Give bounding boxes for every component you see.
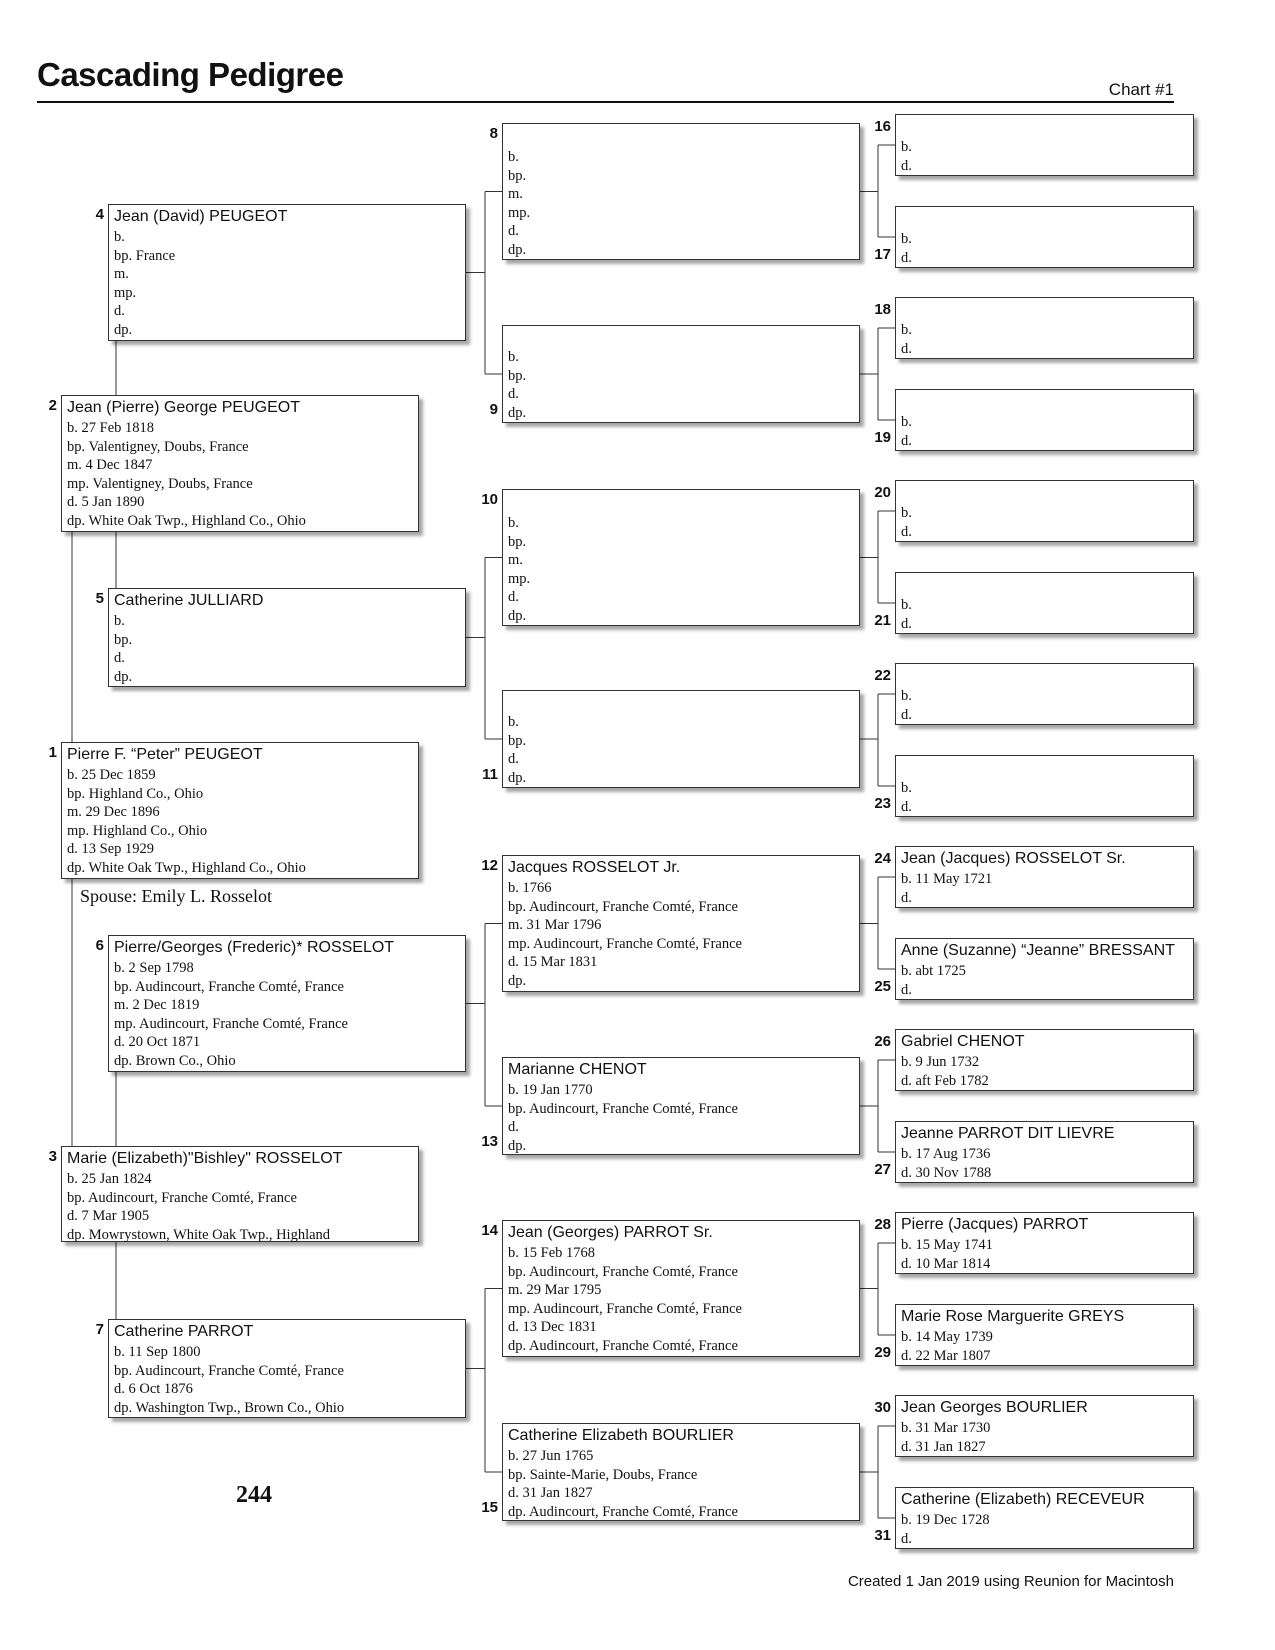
person-fact: d. xyxy=(508,751,519,767)
person-fact: d. xyxy=(508,1119,519,1135)
person-fact: dp. xyxy=(508,972,527,989)
person-fact: d. xyxy=(901,1530,912,1547)
person-number: 10 xyxy=(481,491,498,508)
person-fact: mp. Audincourt, Franche Comté, France xyxy=(114,1015,348,1032)
person-number: 17 xyxy=(874,246,891,263)
person-fact: bp. Highland Co., Ohio xyxy=(67,785,204,802)
person-box-17[interactable] xyxy=(895,206,1194,268)
person-number: 18 xyxy=(874,301,891,318)
person-fact: d. xyxy=(508,589,519,605)
person-box-29[interactable] xyxy=(895,1304,1194,1366)
person-box-28[interactable] xyxy=(895,1212,1194,1274)
person-box-16[interactable] xyxy=(895,114,1194,176)
person-number: 3 xyxy=(48,1148,57,1165)
person-fact: dp. Washington Twp., Brown Co., Ohio xyxy=(114,1399,345,1416)
person-fact: b. 31 Mar 1730 xyxy=(901,1420,991,1436)
person-name: Anne (Suzanne) “Jeanne” BRESSANT xyxy=(901,942,1175,959)
person-number: 25 xyxy=(874,978,891,995)
person-box-9[interactable] xyxy=(502,325,860,423)
person-fact: d. xyxy=(901,523,912,540)
person-fact: bp. xyxy=(114,631,133,648)
person-fact: d. xyxy=(901,157,912,174)
person-fact: d. 15 Mar 1831 xyxy=(508,954,598,970)
person-name: Pierre F. “Peter” PEUGEOT xyxy=(67,746,263,763)
person-number: 28 xyxy=(874,1216,891,1233)
person-name: Catherine PARROT xyxy=(114,1323,254,1340)
page-title: Cascading Pedigree xyxy=(37,56,344,93)
person-fact: d. xyxy=(508,223,519,239)
person-fact: dp. xyxy=(508,404,527,421)
person-fact: m. 31 Mar 1796 xyxy=(508,917,602,933)
person-fact: b. xyxy=(508,515,519,531)
person-fact: b. xyxy=(901,414,912,430)
person-fact: d. 6 Oct 1876 xyxy=(114,1381,193,1397)
person-fact: m. 29 Dec 1896 xyxy=(67,804,160,820)
person-number: 1 xyxy=(48,744,57,761)
person-box-19[interactable] xyxy=(895,389,1194,451)
person-fact: bp. Audincourt, Franche Comté, France xyxy=(114,1362,344,1379)
person-number: 4 xyxy=(95,206,104,223)
person-fact: b. abt 1725 xyxy=(901,963,966,979)
person-fact: bp. Audincourt, Franche Comté, France xyxy=(508,898,738,915)
person-fact: b. 14 May 1739 xyxy=(901,1329,993,1345)
person-number: 16 xyxy=(874,118,891,135)
person-number: 9 xyxy=(489,401,498,418)
person-fact: bp. France xyxy=(114,247,176,264)
person-number: 22 xyxy=(874,667,891,684)
page-number: 244 xyxy=(236,1482,272,1508)
person-fact: mp. xyxy=(114,284,137,301)
person-fact: b. 11 Sep 1800 xyxy=(114,1344,201,1360)
person-name: Jacques ROSSELOT Jr. xyxy=(508,859,681,876)
person-fact: d. xyxy=(901,432,912,449)
person-box-7[interactable] xyxy=(108,1319,466,1418)
person-fact: d. xyxy=(901,340,912,357)
person-box-20[interactable] xyxy=(895,480,1194,542)
person-fact: dp. Mowrystown, White Oak Twp., Highland xyxy=(67,1226,331,1243)
person-fact: dp. xyxy=(114,321,133,338)
person-box-11[interactable] xyxy=(502,690,860,788)
person-fact: mp. Audincourt, Franche Comté, France xyxy=(508,1300,742,1317)
person-fact: d. 5 Jan 1890 xyxy=(67,494,145,510)
person-fact: bp. Valentigney, Doubs, France xyxy=(67,438,249,455)
person-box-13[interactable] xyxy=(502,1057,860,1155)
person-fact: mp. xyxy=(508,204,531,221)
person-fact: d. 7 Mar 1905 xyxy=(67,1208,150,1224)
chart-number: Chart #1 xyxy=(1108,80,1174,99)
person-fact: b. xyxy=(508,714,519,730)
person-fact: b. xyxy=(901,322,912,338)
person-fact: b. 11 May 1721 xyxy=(901,871,993,887)
person-fact: b. xyxy=(508,349,519,365)
person-fact: b. 19 Jan 1770 xyxy=(508,1082,593,1098)
person-fact: mp. Highland Co., Ohio xyxy=(67,822,208,839)
person-number: 7 xyxy=(95,1321,104,1338)
person-fact: dp. xyxy=(508,607,527,624)
person-box-21[interactable] xyxy=(895,572,1194,634)
person-number: 13 xyxy=(481,1133,498,1150)
person-fact: dp. White Oak Twp., Highland Co., Ohio xyxy=(67,512,306,529)
person-fact: b. xyxy=(901,505,912,521)
spouse-note: Spouse: Emily L. Rosselot xyxy=(80,886,273,906)
person-fact: d. 20 Oct 1871 xyxy=(114,1034,201,1050)
person-fact: d. xyxy=(901,249,912,266)
person-number: 19 xyxy=(874,429,891,446)
person-fact: mp. Audincourt, Franche Comté, France xyxy=(508,935,742,952)
person-box-30[interactable] xyxy=(895,1395,1194,1457)
person-fact: m. 4 Dec 1847 xyxy=(67,457,153,473)
person-fact: d. 31 Jan 1827 xyxy=(508,1485,593,1501)
person-box-6[interactable] xyxy=(108,935,466,1072)
person-fact: d. 30 Nov 1788 xyxy=(901,1164,992,1181)
person-number: 27 xyxy=(874,1161,891,1178)
person-number: 8 xyxy=(489,125,498,142)
person-number: 24 xyxy=(874,850,891,867)
person-fact: dp. Brown Co., Ohio xyxy=(114,1052,236,1069)
person-box-14[interactable] xyxy=(502,1220,860,1357)
person-fact: b. xyxy=(901,688,912,704)
person-number: 14 xyxy=(481,1222,498,1239)
person-fact: b. xyxy=(901,139,912,155)
person-fact: b. 25 Dec 1859 xyxy=(67,767,156,783)
person-box-31[interactable] xyxy=(895,1487,1194,1549)
person-fact: dp. Audincourt, Franche Comté, France xyxy=(508,1337,738,1354)
person-name: Jeanne PARROT DIT LIEVRE xyxy=(901,1125,1115,1142)
person-fact: b. 17 Aug 1736 xyxy=(901,1146,991,1162)
person-number: 23 xyxy=(874,795,891,812)
person-fact: bp. Audincourt, Franche Comté, France xyxy=(114,978,344,995)
person-fact: b. 9 Jun 1732 xyxy=(901,1054,980,1070)
person-fact: b. xyxy=(901,597,912,613)
person-fact: dp. Audincourt, Franche Comté, France xyxy=(508,1503,738,1520)
person-fact: d. xyxy=(901,889,912,906)
person-name: Pierre/Georges (Frederic)* ROSSELOT xyxy=(114,939,395,956)
person-fact: bp. xyxy=(508,367,527,384)
person-fact: bp. Audincourt, Franche Comté, France xyxy=(508,1263,738,1280)
person-name: Jean Georges BOURLIER xyxy=(901,1399,1088,1416)
person-box-23[interactable] xyxy=(895,755,1194,817)
person-name: Marianne CHENOT xyxy=(508,1061,647,1078)
person-fact: mp. Valentigney, Doubs, France xyxy=(67,475,253,492)
person-name: Pierre (Jacques) PARROT xyxy=(901,1216,1089,1233)
person-box-22[interactable] xyxy=(895,663,1194,725)
person-number: 30 xyxy=(874,1399,891,1416)
person-fact: d. xyxy=(114,650,125,666)
person-number: 31 xyxy=(874,1527,891,1544)
person-name: Marie Rose Marguerite GREYS xyxy=(901,1308,1125,1325)
person-fact: dp. xyxy=(114,668,133,685)
footer-credit: Created 1 Jan 2019 using Reunion for Macintosh xyxy=(847,1573,1174,1590)
person-name: Jean (David) PEUGEOT xyxy=(114,208,288,225)
person-number: 11 xyxy=(482,766,498,783)
person-number: 29 xyxy=(874,1344,891,1361)
person-box-5[interactable] xyxy=(108,588,466,687)
person-box-25[interactable] xyxy=(895,938,1194,1000)
person-fact: b. 15 May 1741 xyxy=(901,1237,993,1253)
person-fact: b. xyxy=(114,613,125,629)
person-fact: d. 31 Jan 1827 xyxy=(901,1438,986,1455)
person-number: 5 xyxy=(95,590,104,607)
person-box-4[interactable] xyxy=(108,204,466,341)
person-fact: b. xyxy=(901,231,912,247)
person-number: 15 xyxy=(481,1499,498,1516)
person-box-15[interactable] xyxy=(502,1423,860,1521)
person-fact: bp. Audincourt, Franche Comté, France xyxy=(508,1100,738,1117)
person-number: 2 xyxy=(48,397,57,414)
person-fact: m. xyxy=(508,186,523,202)
person-box-1[interactable] xyxy=(61,742,419,879)
person-fact: dp. xyxy=(508,1137,527,1154)
person-box-10[interactable] xyxy=(502,489,860,626)
person-fact: dp. White Oak Twp., Highland Co., Ohio xyxy=(67,859,306,876)
person-name: Jean (Georges) PARROT Sr. xyxy=(508,1224,713,1241)
person-number: 26 xyxy=(874,1033,891,1050)
person-fact: d. xyxy=(901,798,912,815)
person-fact: m. 2 Dec 1819 xyxy=(114,997,200,1013)
person-fact: bp. xyxy=(508,533,527,550)
person-fact: d. 10 Mar 1814 xyxy=(901,1255,991,1272)
person-fact: bp. Audincourt, Franche Comté, France xyxy=(67,1189,297,1206)
person-box-12[interactable] xyxy=(502,855,860,992)
person-fact: d. aft Feb 1782 xyxy=(901,1072,989,1089)
person-fact: b. xyxy=(114,229,125,245)
person-number: 12 xyxy=(481,857,498,874)
person-fact: b. 2 Sep 1798 xyxy=(114,960,194,976)
person-fact: bp. xyxy=(508,732,527,749)
person-fact: dp. xyxy=(508,769,527,786)
person-fact: b. 1766 xyxy=(508,880,552,896)
person-box-8[interactable] xyxy=(502,123,860,260)
person-box-2[interactable] xyxy=(61,395,419,532)
person-box-27[interactable] xyxy=(895,1121,1194,1183)
person-fact: d. xyxy=(901,981,912,998)
person-fact: m. xyxy=(508,552,523,568)
person-name: Jean (Jacques) ROSSELOT Sr. xyxy=(901,850,1126,867)
person-number: 6 xyxy=(95,937,104,954)
person-fact: b. 15 Feb 1768 xyxy=(508,1245,595,1261)
person-fact: d. 13 Dec 1831 xyxy=(508,1319,597,1335)
person-name: Catherine Elizabeth BOURLIER xyxy=(508,1427,734,1444)
person-box-24[interactable] xyxy=(895,846,1194,908)
person-fact: m. 29 Mar 1795 xyxy=(508,1282,602,1298)
person-fact: b. 25 Jan 1824 xyxy=(67,1171,152,1187)
person-box-18[interactable] xyxy=(895,297,1194,359)
person-fact: b. 27 Feb 1818 xyxy=(67,420,154,436)
person-fact: b. 19 Dec 1728 xyxy=(901,1512,990,1528)
person-number: 21 xyxy=(874,612,891,629)
person-name: Jean (Pierre) George PEUGEOT xyxy=(67,399,300,416)
person-name: Gabriel CHENOT xyxy=(901,1033,1025,1050)
person-fact: d. xyxy=(901,706,912,723)
person-fact: dp. xyxy=(508,241,527,258)
person-fact: d. xyxy=(508,386,519,402)
person-box-26[interactable] xyxy=(895,1029,1194,1091)
person-fact: d. xyxy=(114,303,125,319)
person-fact: d. 22 Mar 1807 xyxy=(901,1347,991,1364)
person-number: 20 xyxy=(874,484,891,501)
person-fact: bp. xyxy=(508,167,527,184)
person-name: Marie (Elizabeth)"Bishley" ROSSELOT xyxy=(67,1150,343,1167)
person-box-3[interactable] xyxy=(61,1146,419,1242)
person-fact: bp. Sainte-Marie, Doubs, France xyxy=(508,1466,698,1483)
person-fact: mp. xyxy=(508,570,531,587)
person-fact: b. xyxy=(508,149,519,165)
person-fact: d. 13 Sep 1929 xyxy=(67,841,154,857)
person-name: Catherine JULLIARD xyxy=(114,592,264,609)
person-name: Catherine (Elizabeth) RECEVEUR xyxy=(901,1491,1145,1508)
person-fact: d. xyxy=(901,615,912,632)
person-fact: b. 27 Jun 1765 xyxy=(508,1448,594,1464)
person-fact: b. xyxy=(901,780,912,796)
person-fact: m. xyxy=(114,266,129,282)
